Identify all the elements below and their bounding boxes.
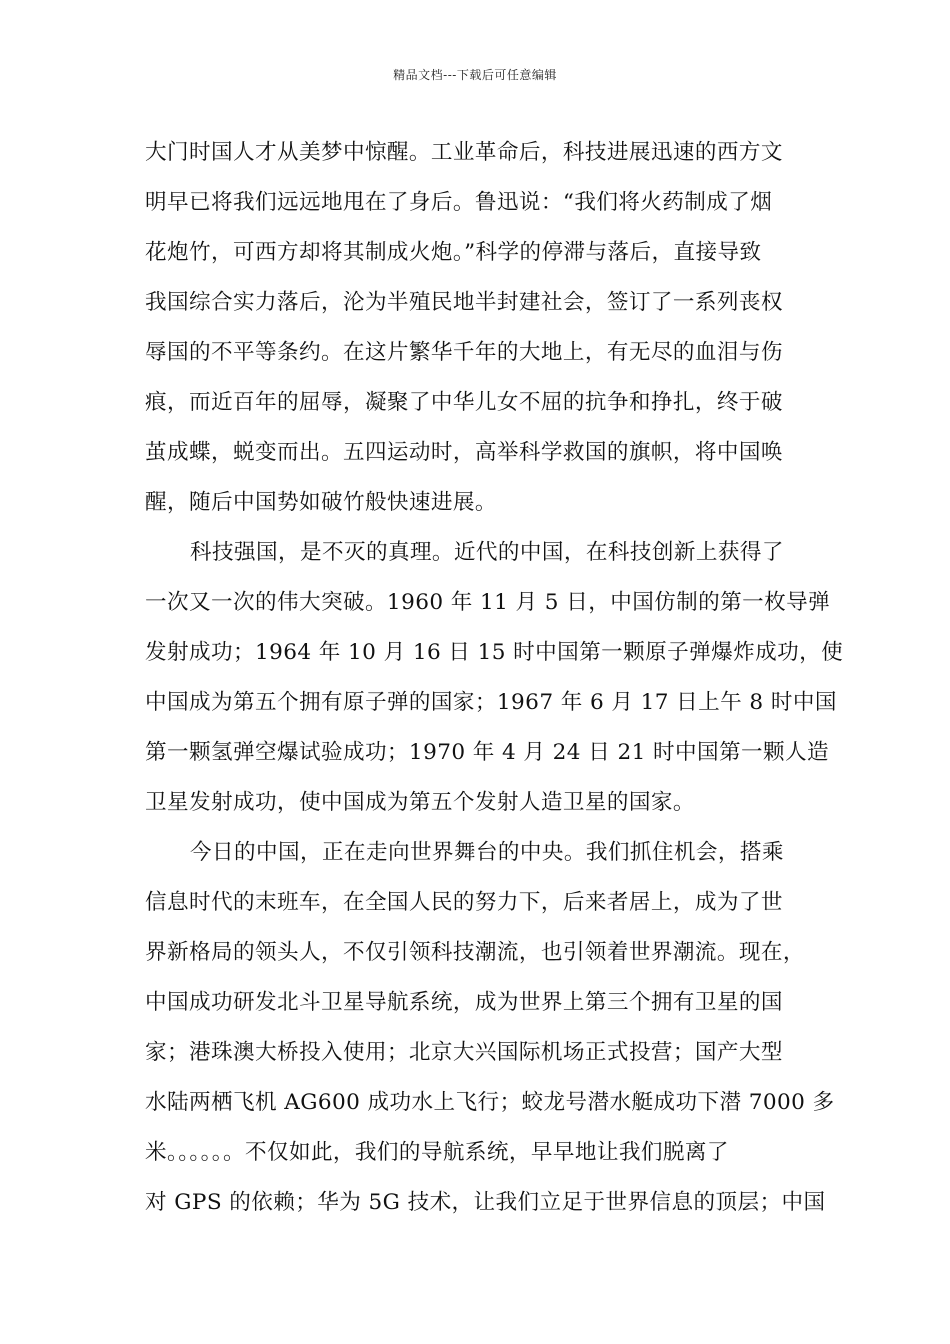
text-line: 我国综合实力落后，沦为半殖民地半封建社会，签订了一系列丧权 (145, 290, 783, 315)
text-line: 卫星发射成功，使中国成为第五个发射人造卫星的国家。 (145, 790, 695, 815)
paragraph-start-line: 科技强国，是不灭的真理。近代的中国，在科技创新上获得了 (190, 540, 784, 565)
text-line: 第一颗氢弹空爆试验成功；1970 年 4 月 24 日 21 时中国第一颗人造 (145, 740, 829, 765)
text-line: 发射成功；1964 年 10 月 16 日 15 时中国第一颗原子弹爆炸成功，使 (145, 640, 844, 665)
body-text (145, 128, 844, 1228)
text-line: 痕，而近百年的屈辱，凝聚了中华儿女不屈的抗争和挣扎，终于破 (145, 390, 783, 415)
text-line: 大门时国人才从美梦中惊醒。工业革命后，科技进展迅速的西方文 (145, 140, 783, 165)
text-line: 中国成为第五个拥有原子弹的国家；1967 年 6 月 17 日上午 8 时中国 (145, 690, 837, 715)
text-line: 醒，随后中国势如破竹般快速进展。 (145, 490, 497, 515)
text-line: 对 GPS 的依赖；华为 5G 技术，让我们立足于世界信息的顶层；中国 (145, 1190, 826, 1215)
paragraph-start-line: 今日的中国，正在走向世界舞台的中央。我们抓住机会，搭乘 (190, 840, 784, 865)
text-line: 信息时代的末班车，在全国人民的努力下，后来者居上，成为了世 (145, 890, 783, 915)
text-line: 明早已将我们远远地甩在了身后。鲁迅说：“我们将火药制成了烟 (145, 190, 773, 215)
text-line: 中国成功研发北斗卫星导航系统，成为世界上第三个拥有卫星的国 (145, 990, 783, 1015)
text-line: 花炮竹，可西方却将其制成火炮。”科学的停滞与落后，直接导致 (145, 240, 762, 265)
text-line: 家；港珠澳大桥投入使用；北京大兴国际机场正式投营；国产大型 (145, 1040, 783, 1065)
page-header: 精品文档---下载后可任意编辑 (393, 68, 557, 82)
text-line: 茧成蝶，蜕变而出。五四运动时，高举科学救国的旗帜，将中国唤 (145, 440, 783, 465)
text-line: 辱国的不平等条约。在这片繁华千年的大地上，有无尽的血泪与伤 (145, 340, 783, 365)
text-line: 一次又一次的伟大突破。1960 年 11 月 5 日，中国仿制的第一枚导弹 (145, 590, 831, 615)
text-line: 水陆两栖飞机 AG600 成功水上飞行；蛟龙号潜水艇成功下潜 7000 多 (145, 1090, 835, 1115)
text-line: 米。。。。。。不仅如此，我们的导航系统，早早地让我们脱离了 (145, 1140, 729, 1165)
text-line: 界新格局的领头人，不仅引领科技潮流，也引领着世界潮流。现在， (145, 940, 805, 965)
